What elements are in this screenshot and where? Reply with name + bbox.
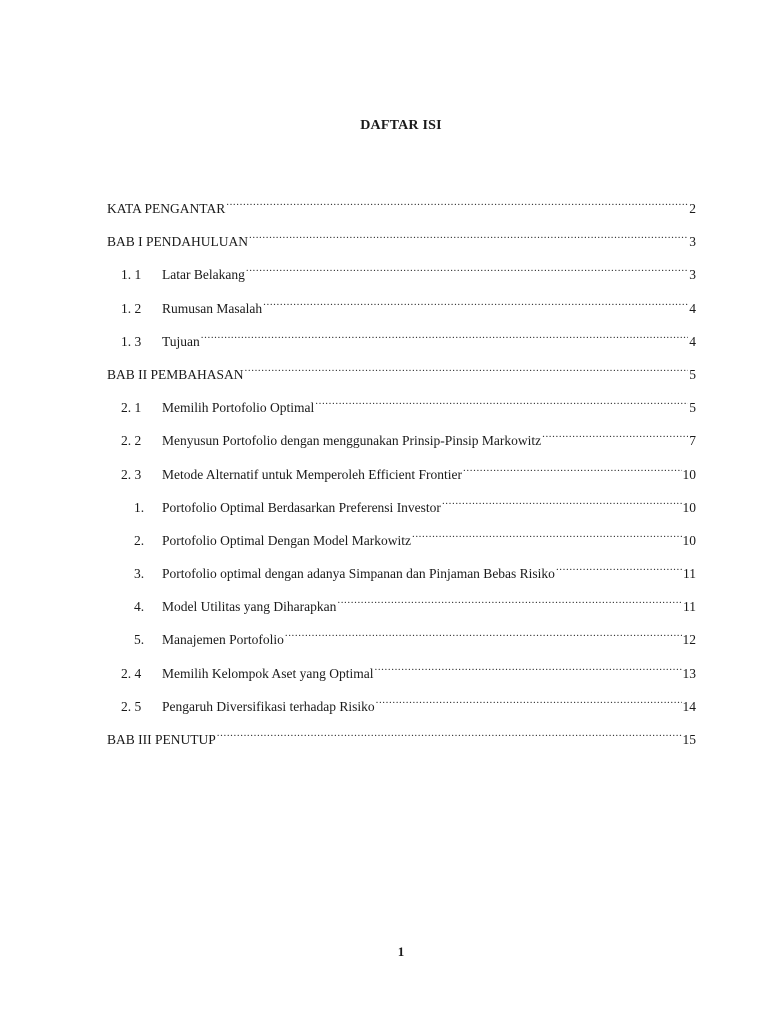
dot-leader (217, 730, 682, 744)
toc-entry-page: 15 (682, 732, 696, 747)
dot-leader (201, 332, 688, 346)
toc-entry-bab-i[interactable] (107, 231, 696, 264)
table-of-contents (107, 198, 696, 762)
toc-entry-page: 10 (682, 466, 696, 482)
toc-entry-page: 4 (689, 333, 696, 349)
toc-entry-2-3[interactable] (107, 464, 696, 497)
toc-entry-label: Portofolio optimal dengan adanya Simpanan dan Pinjaman Bebas Risiko (162, 566, 555, 582)
toc-entry-page: 7 (689, 433, 696, 449)
toc-entry-1-1[interactable] (107, 264, 696, 297)
toc-entry-page: 3 (689, 267, 696, 283)
dot-leader (556, 564, 682, 578)
toc-entry-label: Memilih Portofolio Optimal (162, 400, 315, 416)
toc-entry-page: 11 (683, 566, 696, 582)
toc-entry-label: Latar Belakang (162, 267, 245, 283)
toc-entry-page: 13 (682, 665, 696, 681)
toc-entry-number: 2. 2 (121, 433, 142, 449)
toc-entry-number: 4. (134, 599, 145, 615)
toc-entry-2-3-1[interactable] (107, 497, 696, 530)
toc-entry-number: 1. (134, 499, 145, 515)
toc-entry-page: 5 (689, 366, 696, 382)
toc-entry-label: Manajemen Portofolio (162, 632, 284, 648)
toc-entry-1-2[interactable] (107, 298, 696, 331)
toc-entry-number: 2. 1 (121, 400, 142, 416)
toc-entry-number: 5. (134, 632, 145, 648)
toc-entry-number: 2. (134, 532, 145, 548)
toc-entry-label: Model Utilitas yang Diharapkan (162, 599, 337, 615)
toc-entry-number: 2. 5 (121, 698, 142, 714)
toc-entry-page: 2 (689, 201, 696, 216)
dot-leader (442, 498, 682, 512)
toc-entry-2-5[interactable] (107, 696, 696, 729)
dot-leader (376, 697, 682, 711)
toc-entry-page: 4 (689, 300, 696, 316)
toc-entry-page: 14 (682, 698, 696, 714)
toc-entry-label: Portofolio Optimal Berdasarkan Preferensi Investor (162, 499, 441, 515)
toc-entry-label: Tujuan (162, 333, 200, 349)
toc-entry-2-3-5[interactable] (107, 629, 696, 662)
toc-entry-2-1[interactable] (107, 397, 696, 430)
dot-leader (412, 531, 682, 545)
page-title: DAFTAR ISI (360, 118, 442, 133)
dot-leader (285, 630, 682, 644)
toc-entry-page: 5 (689, 400, 696, 416)
toc-entry-number: 1. 1 (121, 267, 142, 283)
page-number: 1 (397, 944, 405, 959)
toc-entry-label: Pengaruh Diversifikasi terhadap Risiko (162, 698, 375, 714)
toc-entry-page: 10 (682, 532, 696, 548)
toc-entry-page: 12 (682, 632, 696, 648)
dot-leader (542, 431, 688, 445)
toc-entry-kata-pengantar[interactable] (107, 198, 696, 231)
dot-leader (249, 232, 688, 246)
toc-entry-number: 1. 3 (121, 333, 142, 349)
toc-entry-page: 10 (682, 499, 696, 515)
toc-entry-2-4[interactable] (107, 663, 696, 696)
dot-leader (245, 365, 689, 379)
toc-entry-number: 3. (134, 566, 145, 582)
toc-entry-1-3[interactable] (107, 331, 696, 364)
toc-entry-label: BAB III PENUTUP (107, 732, 216, 747)
toc-entry-number: 1. 2 (121, 300, 142, 316)
toc-entry-number: 2. 4 (121, 665, 142, 681)
dot-leader (315, 398, 688, 412)
dot-leader (463, 465, 681, 479)
dot-leader (246, 265, 688, 279)
toc-entry-label: BAB I PENDAHULUAN (107, 234, 248, 250)
dot-leader (263, 299, 688, 313)
toc-entry-2-3-2[interactable] (107, 530, 696, 563)
dot-leader (337, 597, 682, 611)
toc-entry-label: BAB II PEMBAHASAN (107, 366, 244, 382)
toc-entry-number: 2. 3 (121, 466, 142, 482)
toc-entry-label: KATA PENGANTAR (107, 201, 226, 216)
toc-entry-label: Memilih Kelompok Aset yang Optimal (162, 665, 374, 681)
dot-leader (374, 664, 681, 678)
toc-entry-bab-ii[interactable] (107, 364, 696, 397)
toc-entry-label: Menyusun Portofolio dengan menggunakan Prinsip-Pinsip Markowitz (162, 433, 542, 449)
dot-leader (226, 199, 688, 213)
toc-entry-2-2[interactable] (107, 430, 696, 463)
toc-entry-page: 3 (689, 234, 696, 250)
toc-entry-2-3-4[interactable] (107, 596, 696, 629)
toc-entry-page: 11 (683, 599, 696, 615)
toc-entry-2-3-3[interactable] (107, 563, 696, 596)
toc-entry-bab-iii[interactable] (107, 729, 696, 762)
toc-entry-label: Rumusan Masalah (162, 300, 263, 316)
toc-entry-label: Metode Alternatif untuk Memperoleh Efficient Frontier (162, 466, 463, 482)
toc-entry-label: Portofolio Optimal Dengan Model Markowitz (162, 532, 411, 548)
